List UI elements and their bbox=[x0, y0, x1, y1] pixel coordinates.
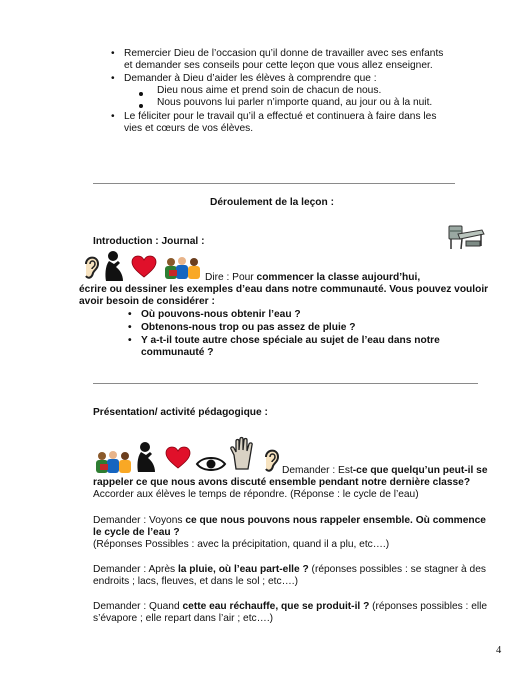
heart-icon bbox=[131, 255, 157, 278]
list-item-continued: et demander ses conseils pour cette leçon que vous allez enseigner. bbox=[124, 60, 433, 71]
hand-icon bbox=[229, 437, 255, 471]
eye-icon bbox=[196, 456, 226, 472]
intro-heading: Introduction : Journal : bbox=[93, 236, 205, 247]
question-line: Demander : Après la pluie, où l’eau part-elle ? (réponses possibles : se stagner à des bbox=[93, 564, 486, 575]
intro-bullet: • Y a-t-il toute autre chose spéciale au sujet de l’eau dans notre bbox=[141, 335, 440, 347]
intro-line: avoir besoin de considérer : bbox=[79, 296, 215, 307]
question-line: Demander : Est-ce que quelqu’un peut-il se bbox=[282, 465, 488, 476]
heart-icon bbox=[165, 446, 191, 469]
praying-person-icon bbox=[135, 440, 159, 474]
presentation-heading: Présentation/ activité pédagogique : bbox=[93, 407, 268, 418]
sub-bullet bbox=[139, 88, 143, 100]
answer-line: Accorder aux élèves le temps de répondre. (Réponse : le cycle de l’eau) bbox=[93, 489, 419, 500]
ear-icon bbox=[261, 445, 281, 475]
list-item: • Demander à Dieu d’aider les élèves à comprendre que : bbox=[124, 73, 377, 85]
list-item: • Le féliciter pour le travail qu’il a effectué et continuera à faire dans les bbox=[124, 111, 436, 123]
group-of-children-icon bbox=[94, 450, 134, 474]
page-number: 4 bbox=[496, 645, 502, 656]
divider bbox=[93, 183, 455, 184]
question-line: le cycle de l’eau ? bbox=[93, 527, 180, 538]
praying-person-icon bbox=[103, 250, 127, 282]
intro-bullet: • Où pouvons-nous obtenir l’eau ? bbox=[141, 309, 301, 321]
question-line: rappeler ce que nous avons discuté ensemble pendant notre dernière classe? bbox=[93, 477, 471, 488]
answer-line: endroits ; lacs, fleuves, et dans le sol ; etc….) bbox=[93, 576, 298, 587]
intro-line: écrire ou dessiner les exemples d’eau dans notre communauté. Vous pouvez vouloir bbox=[79, 284, 489, 295]
sub-list-item: Dieu nous aime et prend soin de chacun de nous. bbox=[157, 85, 382, 96]
section-title: Déroulement de la leçon : bbox=[210, 197, 334, 208]
divider bbox=[93, 383, 478, 384]
answer-line: s’évapore ; elle repart dans l’air ; etc….) bbox=[93, 613, 274, 624]
ear-icon bbox=[81, 252, 101, 282]
question-line: Demander : Quand cette eau réchauffe, que se produit-il ? (réponses possibles : elle bbox=[93, 601, 488, 612]
intro-bullet: • Obtenons-nous trop ou pas assez de pluie ? bbox=[141, 322, 356, 334]
answer-line: (Réponses Possibles : avec la précipitation, quand il a plu, etc….) bbox=[93, 539, 390, 550]
school-desk-icon bbox=[446, 222, 486, 252]
intro-bullet-continued: communauté ? bbox=[141, 347, 214, 358]
list-item: • Remercier Dieu de l’occasion qu’il donne de travailler avec ses enfants bbox=[124, 48, 443, 60]
intro-dire-line: Dire : Pour commencer la classe aujourd’hui, bbox=[205, 272, 421, 283]
sub-list-item: Nous pouvons lui parler n’importe quand, au jour ou à la nuit. bbox=[157, 97, 433, 108]
list-item-continued: vies et cœurs de vos élèves. bbox=[124, 123, 254, 134]
group-of-children-icon bbox=[163, 256, 203, 280]
question-line: Demander : Voyons ce que nous pouvons nous rappeler ensemble. Où commence bbox=[93, 515, 486, 526]
